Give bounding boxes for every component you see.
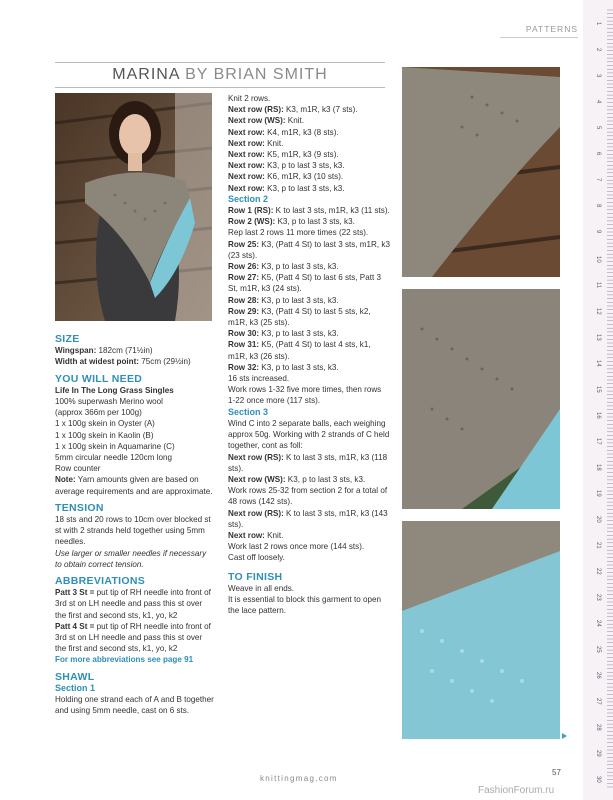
abbreviation-item [55, 621, 215, 655]
tension-note: Use larger or smaller needles if necessary to obtain correct tension. [55, 548, 207, 569]
ruler-number: 19 [595, 490, 601, 497]
pattern-row [228, 362, 390, 373]
ruler-number: 23 [595, 594, 601, 601]
row-instruction: K to last 3 sts, m1R, k3 (143 sts). [228, 508, 388, 529]
row-instruction: K3, p to last 3 sts, k3. [259, 362, 339, 372]
row-instruction: K6, m1R, k3 (10 sts). [264, 172, 344, 182]
pattern-row [228, 171, 390, 182]
ruler-number: 24 [595, 620, 601, 627]
pattern-row [228, 306, 390, 328]
pattern-row [228, 261, 390, 272]
shawl-detail-photo-2 [402, 289, 560, 509]
ruler-number: 11 [595, 282, 601, 289]
pattern-text: Work last 2 rows once more (144 sts). [228, 542, 365, 552]
row-label: Next row: [228, 161, 265, 171]
row-instruction: K5, (Patt 4 St) to last 4 sts, k1, m1R, k3 (26 sts). [228, 340, 371, 361]
row-instruction: K3, p to last 3 sts, k3. [259, 329, 339, 339]
row-label: Row 25: [228, 239, 260, 249]
pattern-row [228, 104, 390, 115]
shawl-detail-photo-1 [402, 67, 560, 277]
pattern-text: Wind C into 2 separate balls, each weighing approx 50g. Working with 2 strands of C held together, cont as foll: [228, 418, 390, 451]
pattern-text: Cast off loosely. [228, 553, 285, 563]
need-item: (approx 366m per 100g) [55, 408, 142, 418]
abbreviation-item [55, 587, 215, 621]
yarn-name: Life In The Long Grass Singles [55, 385, 174, 395]
pattern-row [228, 295, 390, 306]
row-label: Next row: [228, 183, 265, 193]
left-column [55, 334, 215, 717]
to-finish-heading: TO FINISH [228, 570, 283, 583]
need-item: 1 x 100g skein in Kaolin (B) [55, 430, 154, 440]
ruler-number: 9 [595, 230, 601, 234]
section-subheading: Section 3 [228, 406, 269, 417]
abbreviation-label: Patt 3 St = [55, 588, 95, 598]
ruler-number: 10 [595, 256, 601, 263]
ruler-number: 30 [595, 776, 601, 783]
section-tag: PATTERNS [500, 24, 578, 38]
tension-text: 18 sts and 20 rows to 10cm over blocked st st with 2 strands held together using 5mm needles. [55, 515, 211, 547]
size-value: 182cm (71½in) [96, 346, 153, 356]
section-subheading: Section 2 [228, 193, 269, 204]
row-label: Next row (WS): [228, 116, 286, 126]
ruler-number: 4 [595, 100, 601, 104]
finish-text: It is essential to block this garment to open the lace pattern. [228, 594, 381, 616]
ruler-number: 2 [595, 48, 601, 52]
row-label: Next row (RS): [228, 452, 284, 462]
row-instruction: K3, p to last 3 sts, k3. [259, 262, 339, 272]
ruler-number: 14 [595, 360, 601, 367]
row-label: Next row: [228, 150, 265, 160]
row-instruction: K to last 3 sts, m1R, k3 (11 sts). [273, 206, 390, 216]
ruler-number: 18 [595, 464, 601, 471]
ruler-number: 29 [595, 750, 601, 757]
pattern-row [228, 183, 390, 194]
tension-heading: TENSION [55, 501, 104, 514]
row-instruction: K4, m1R, k3 (8 sts). [264, 127, 339, 137]
need-item: 5mm circular needle 120cm long [55, 453, 172, 463]
size-label: Width at widest point: [55, 357, 140, 367]
ruler-number: 27 [595, 698, 601, 705]
abbreviation-text: put tip of RH needle into front of 3rd st on LH needle and pass this st over the first and second sts, k1, yo, k2 [55, 621, 211, 654]
abbreviations-heading: ABBREVIATIONS [55, 575, 146, 588]
you-will-need-heading: YOU WILL NEED [55, 372, 143, 385]
shawl-detail-photo-3 [402, 521, 560, 739]
note-label: Note: [55, 475, 76, 485]
pattern-designer: BY BRIAN SMITH [185, 66, 328, 83]
shawl-intro: Holding one strand each of A and B together and using 5mm needle, cast on 6 sts. [55, 695, 214, 716]
row-label: Next row (WS): [228, 474, 286, 484]
row-instruction: K3, m1R, k3 (7 sts). [283, 105, 358, 115]
ruler-number: 28 [595, 724, 601, 731]
ruler-number: 16 [595, 412, 601, 419]
abbreviation-text: put tip of RH needle into front of 3rd st on LH needle and pass this st over the first and second sts, k1, yo, k2 [55, 588, 211, 620]
pattern-row [228, 328, 390, 339]
ruler-strip [583, 0, 613, 800]
middle-column [228, 93, 390, 616]
need-item: 1 x 100g skein in Oyster (A) [55, 419, 155, 429]
pattern-title [55, 62, 385, 88]
pattern-row [228, 160, 390, 171]
ruler-number: 26 [595, 672, 601, 679]
footer-site: knittingmag.com [260, 774, 338, 783]
pattern-text: Work rows 1-32 five more times, then rows 1-22 once more (117 sts). [228, 385, 382, 406]
row-label: Row 31: [228, 340, 260, 350]
section-1-heading: Section 1 [55, 682, 96, 693]
pattern-row [228, 138, 390, 149]
model-photo [55, 93, 212, 321]
pattern-row [228, 127, 390, 138]
row-label: Row 26: [228, 262, 260, 272]
continue-arrow-icon [562, 733, 567, 739]
row-label: Next row (RS): [228, 508, 284, 518]
pattern-row [228, 530, 390, 541]
ruler-number: 5 [595, 126, 601, 130]
row-label: Row 28: [228, 295, 260, 305]
ruler-number: 17 [595, 438, 601, 445]
row-instruction: K3, p to last 3 sts, k3. [264, 183, 345, 193]
pattern-text: 16 sts increased. [228, 374, 290, 384]
row-instruction: K3, p to last 3 sts, k3. [264, 161, 345, 171]
ruler-number: 21 [595, 542, 601, 549]
ruler-number: 8 [595, 204, 601, 208]
need-note [55, 474, 215, 496]
row-instruction: K3, (Patt 4 St) to last 5 sts, k2, m1R, k3 (25 sts). [228, 306, 371, 328]
ruler-number: 13 [595, 334, 601, 341]
pattern-row [228, 115, 390, 126]
pattern-row [228, 508, 390, 530]
row-instruction: K3, p to last 3 sts, k3. [275, 217, 355, 227]
row-instruction: K5, (Patt 4 St) to last 6 sts, Patt 3 St, m1R, k3 (24 sts). [228, 273, 381, 294]
row-instruction: K3, (Patt 4 St) to last 3 sts, m1R, k3 (23 sts). [228, 239, 390, 260]
pattern-row [228, 339, 390, 361]
row-label: Row 32: [228, 362, 260, 372]
pattern-text: Work rows 25-32 from section 2 for a total of 48 rows (142 sts). [228, 486, 388, 507]
ruler-number: 15 [595, 386, 601, 393]
size-heading: SIZE [55, 333, 80, 345]
size-label: Wingspan: [55, 346, 97, 356]
row-label: Next row: [228, 530, 265, 540]
size-line [55, 345, 215, 356]
need-item: 100% superwash Merino wool [55, 397, 163, 407]
pattern-row [228, 205, 390, 216]
row-instruction: K5, m1R, k3 (9 sts). [264, 150, 339, 160]
page-number: 57 [552, 768, 561, 777]
row-label: Row 30: [228, 329, 260, 339]
shawl-heading: SHAWL [55, 670, 95, 683]
row-instruction: K3, p to last 3 sts, k3. [285, 474, 366, 484]
ruler-number: 7 [595, 178, 601, 182]
watermark: FashionForum.ru [478, 785, 555, 796]
ruler-number: 20 [595, 516, 601, 523]
pattern-text: Knit 2 rows. [228, 94, 271, 103]
row-label: Row 29: [228, 306, 260, 316]
row-label: Row 27: [228, 273, 260, 283]
pattern-row [228, 239, 390, 261]
row-label: Next row: [228, 172, 265, 182]
pattern-row [228, 452, 390, 474]
finish-text: Weave in all ends. [228, 583, 294, 593]
more-abbreviations-link[interactable]: For more abbreviations see page 91 [55, 655, 194, 665]
pattern-row [228, 216, 390, 227]
row-label: Next row: [228, 138, 265, 148]
ruler-number: 6 [595, 152, 601, 156]
size-line [55, 356, 215, 367]
row-label: Row 1 (RS): [228, 206, 274, 216]
need-item: 1 x 100g skein in Aquamarine (C) [55, 441, 175, 451]
pattern-row [228, 474, 390, 485]
ruler-number: 12 [595, 308, 601, 315]
note-text: Yarn amounts given are based on average requirements and are approximate. [55, 475, 213, 496]
row-label: Next row (RS): [228, 105, 284, 115]
row-instruction: Knit. [285, 116, 305, 126]
row-instruction: Knit. [264, 530, 284, 540]
pattern-row [228, 272, 390, 294]
abbreviation-label: Patt 4 St = [55, 621, 95, 631]
row-label: Row 2 (WS): [228, 217, 276, 227]
need-item: Row counter [55, 464, 101, 474]
row-instruction: Knit. [264, 138, 284, 148]
pattern-row [228, 149, 390, 160]
ruler-number: 22 [595, 568, 601, 575]
ruler-number: 1 [595, 22, 601, 26]
row-instruction: K3, p to last 3 sts, k3. [259, 295, 339, 305]
ruler-number: 25 [595, 646, 601, 653]
row-instruction: K to last 3 sts, m1R, k3 (118 sts). [228, 452, 388, 473]
pattern-text: Rep last 2 rows 11 more times (22 sts). [228, 228, 369, 238]
row-label: Next row: [228, 127, 265, 137]
size-value: 75cm (29½in) [139, 357, 191, 367]
pattern-name: MARINA [112, 66, 180, 83]
ruler-number: 3 [595, 74, 601, 78]
